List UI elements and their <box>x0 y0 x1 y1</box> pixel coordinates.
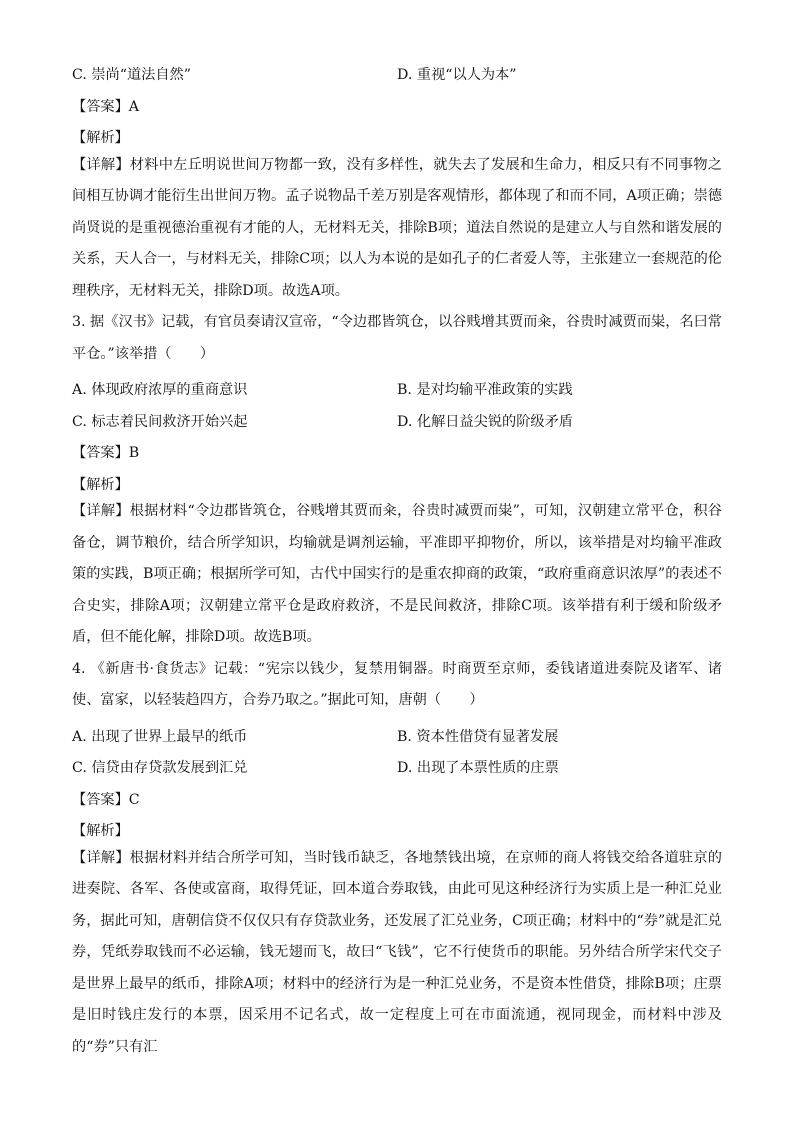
q2-option-d: D. 重视“以人为本” <box>397 67 517 83</box>
q4-option-b: B. 资本性借贷有显著发展 <box>397 728 559 745</box>
q2-analysis-label: 【解析】 <box>72 130 129 146</box>
q3-detail-text: 【详解】根据材料“令边郡皆筑仓，谷贱增其贾而籴，谷贵时减贾而粜”，可知，汉朝建立常平仓，积谷备仓，调节粮价，结合所学知识，均输就是调剂运输，平准即平抑物价，所以，该举措是对均输平准政策的实践，B项正确；根据所学可知，古代中国实行的是重农抑商的政策，“政府重商意识浓厚”的表述不合史实，排除A项；汉朝建立常平仓是政府救济，不是民间救济，排除C项。该举措有利于缓和阶级矛盾，但不能化解，排除D项。故选B项。 <box>72 503 722 645</box>
q3-options-row-ab <box>72 379 722 411</box>
q4-options-row-ab <box>72 726 722 758</box>
q3-detail <box>72 496 722 654</box>
q4-analysis-label: 【解析】 <box>72 823 129 839</box>
q4-stem-text: 4. 《新唐书·食货志》记载：“宪宗以钱少，复禁用铜器。时商贾至京师，委钱诸道进奏院及诸军、诸使、富家，以轻装趋四方，合券乃取之。”据此可知，唐朝（ ） <box>72 660 722 708</box>
q3-option-a: A. 体现政府浓厚的重商意识 <box>72 382 248 398</box>
q3-stem-text: 3. 据《汉书》记载，有官员奏请汉宣帝，“令边郡皆筑仓，以谷贱增其贾而籴，谷贵时减贾而粜，名曰常平仓。”该举措（ ） <box>72 314 722 362</box>
q3-options-row-cd <box>72 411 722 443</box>
q4-stem <box>72 654 722 717</box>
q2-detail-text: 【详解】材料中左丘明说世间万物都一致，没有多样性，就失去了发展和生命力，相反只有不同事物之间相互协调才能衍生出世间万物。孟子说物品千差万别是客观情形，都体现了和而不同，A项正确；崇德尚贤说的是重视德治重视有才能的人，无材料无关，排除B项；道法自然说的是建立人与自然和谐发展的关系，天人合一，与材料无关，排除C项；以人为本说的是如孔子的仁者爱人等，主张建立一套规范的伦理秩序，无材料无关，排除D项。故选A项。 <box>72 156 722 299</box>
document-content <box>72 64 722 1063</box>
q4-answer: 【答案】C <box>72 791 140 808</box>
q3-stem <box>72 307 722 370</box>
q2-options-row-cd <box>72 64 722 96</box>
q3-option-d: D. 化解日益尖锐的阶级矛盾 <box>397 413 573 430</box>
q4-option-c: C. 信贷由存贷款发展到汇兑 <box>72 760 248 776</box>
q3-option-b: B. 是对均输平准政策的实践 <box>397 382 573 398</box>
q3-option-c: C. 标志着民间救济开始兴起 <box>72 413 248 430</box>
q4-option-a: A. 出现了世界上最早的纸币 <box>72 728 248 745</box>
q4-options-row-cd <box>72 757 722 789</box>
q2-answer: 【答案】A <box>72 98 139 115</box>
q4-detail <box>72 843 722 1064</box>
q4-detail-text: 【详解】根据材料并结合所学可知，当时钱币缺乏，各地禁钱出境，在京师的商人将钱交给各道驻京的进奏院、各军、各使或富商，取得凭证，回本道合券取钱，由此可见这种经济行为实质上是一种汇兑业务，据此可知，唐朝信贷不仅仅只有存贷款业务，还发展了汇兑业务，C项正确；材料中的“券”就是汇兑券，凭纸券取钱而不必运输，钱无翅而飞，故曰“飞钱”，它不行使货币的职能。另外结合所学宋代交子是世界上最早的纸币，排除A项；材料中的经济行为是一种汇兑业务，不是资本性借贷，排除B项；庄票是旧时钱庄发行的本票，因采用不记名式，故一定程度上可在市面流通，视同现金，而材料中涉及的“券”只有汇 <box>72 849 722 1055</box>
q3-answer: 【答案】B <box>72 445 140 461</box>
q2-option-c: C. 崇尚“道法自然” <box>72 67 192 83</box>
q4-option-d: D. 出现了本票性质的庄票 <box>397 760 559 776</box>
q2-detail <box>72 150 722 308</box>
q3-analysis-label: 【解析】 <box>72 476 129 493</box>
